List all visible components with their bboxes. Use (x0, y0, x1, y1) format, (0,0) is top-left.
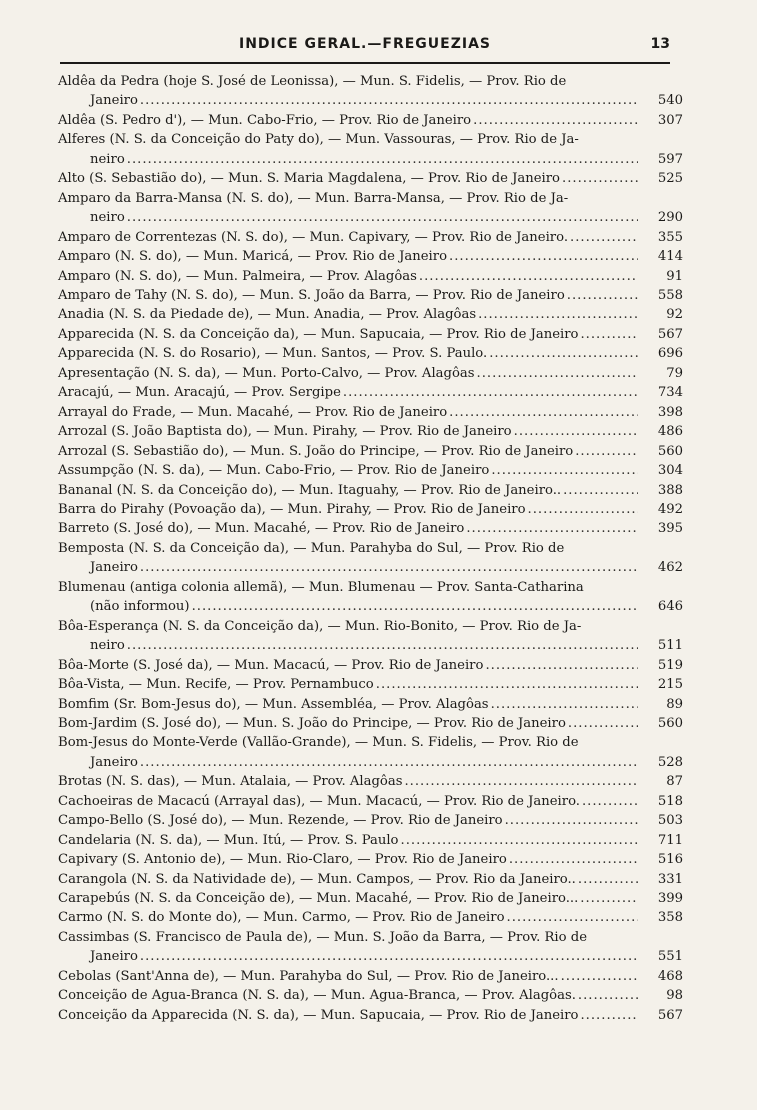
entry-text: Carmo (N. S. do Monte do), — Mun. Carmo, — Prov. Rio de Janeiro (58, 910, 505, 926)
dot-leader (491, 461, 638, 480)
entry-first-line (58, 228, 638, 247)
entry-text: Carangola (N. S. da Natividade de), — Mun. Campos, — Prov. Rio da Janeiro.. (58, 871, 576, 887)
dot-leader (478, 305, 638, 324)
entry-first-line (58, 111, 638, 130)
entry-text: Blumenau (antiga colonia allemã), — Mun. Blumenau — Prov. Santa-Catharina (58, 579, 584, 595)
entry-page-number: 468 (657, 968, 683, 984)
entry-text: Arrozal (S. João Baptista do), — Mun. Pirahy, — Prov. Rio de Janeiro (58, 424, 512, 440)
entry-page-number: 215 (657, 677, 683, 693)
entry-page-number: 525 (657, 171, 683, 187)
index-entry (58, 539, 683, 578)
entry-text: Amparo de Tahy (N. S. do), — Mun. S. João da Barra, — Prov. Rio de Janeiro (58, 287, 565, 303)
entry-first-line (58, 811, 638, 830)
index-entry (58, 383, 683, 402)
entry-continuation-line (58, 208, 638, 227)
entry-first-line (58, 481, 638, 500)
entry-page-number: 331 (657, 871, 683, 887)
entry-text: Carapebús (N. S. da Conceição de), — Mun. Macahé, — Prov. Rio de Janeiro... (58, 891, 579, 907)
dot-leader (489, 344, 638, 363)
entry-continuation-text: neiro (90, 638, 125, 654)
dot-leader (507, 908, 638, 927)
dot-leader (477, 364, 638, 383)
entry-text: Aldêa da Pedra (hoje S. José de Leonissa), — Mun. S. Fidelis, — Prov. Rio de (58, 74, 567, 89)
index-entry (58, 325, 683, 344)
index-entry (58, 578, 683, 617)
entry-page-number: 486 (657, 424, 683, 440)
entry-first-line (58, 870, 638, 889)
entry-first-line (58, 500, 638, 519)
index-entry (58, 733, 683, 772)
index-entry (58, 403, 683, 422)
dot-leader (528, 500, 638, 519)
index-entry (58, 695, 683, 714)
entry-text: Amparo (N. S. do), — Mun. Maricá, — Prov. Rio de Janeiro (58, 249, 448, 265)
page-number: 13 (650, 36, 670, 52)
entry-page-number: 696 (657, 346, 683, 362)
entry-first-line (58, 831, 638, 850)
dot-leader (491, 695, 638, 714)
entry-text: Bom-Jardim (S. José do), — Mun. S. João do Principe, — Prov. Rio de Janeiro (58, 715, 566, 731)
index-entry (58, 617, 683, 656)
dot-leader (449, 247, 638, 266)
entry-page-number: 503 (657, 813, 683, 829)
entry-first-line (58, 344, 638, 363)
entry-text: Amparo de Correntezas (N. S. do), — Mun. Capivary, — Prov. Rio de Janeiro. (58, 229, 569, 245)
entry-first-line (58, 928, 638, 947)
dot-leader (582, 792, 638, 811)
entry-first-line (58, 267, 638, 286)
entry-page-number: 711 (657, 832, 683, 848)
entry-continuation-text: (não informou) (90, 599, 190, 615)
entry-text: Anadia (N. S. da Piedade de), — Mun. Anadia, — Prov. Alagôas (58, 307, 477, 323)
dot-leader (192, 597, 638, 616)
entry-text: Bôa-Morte (S. José da), — Mun. Macacú, — Prov. Rio de Janeiro (58, 657, 484, 673)
entry-page-number: 567 (657, 1007, 683, 1023)
index-entry (58, 889, 683, 908)
entry-text: Aldêa (S. Pedro d'), — Mun. Cabo-Frio, — Prov. Rio de Janeiro (58, 112, 472, 128)
entry-text: Apparecida (N. S. da Conceição da), — Mun. Sapucaia, — Prov. Rio de Janeiro (58, 326, 579, 342)
entry-page-number: 597 (657, 151, 683, 167)
entry-text: Apparecida (N. S. do Rosario), — Mun. Santos, — Prov. S. Paulo. (58, 346, 488, 362)
entry-text: Bananal (N. S. da Conceição do), — Mun. Itaguahy, — Prov. Rio de Janeiro.. (58, 482, 562, 498)
entry-first-line (58, 1006, 638, 1025)
dot-leader (127, 636, 638, 655)
index-entry (58, 286, 683, 305)
entry-page-number: 519 (657, 657, 683, 673)
dot-leader (562, 169, 638, 188)
running-title: INDICE GERAL.—FREGUEZIAS (239, 36, 491, 52)
entry-page-number: 395 (657, 521, 683, 537)
entry-page-number: 560 (657, 715, 683, 731)
entry-first-line (58, 733, 638, 752)
entry-first-line (58, 364, 638, 383)
entry-text: Cachoeiras de Macacú (Arrayal das), — Mun. Macacú, — Prov. Rio de Janeiro. (58, 793, 580, 809)
entry-first-line (58, 675, 638, 694)
entry-page-number: 92 (666, 307, 683, 323)
index-entry (58, 908, 683, 927)
dot-leader (401, 831, 639, 850)
entry-first-line (58, 461, 638, 480)
entry-page-number: 398 (657, 404, 683, 420)
dot-leader (563, 481, 638, 500)
index-entry (58, 772, 683, 791)
entry-text: Arrozal (S. Sebastião do), — Mun. S. João do Principe, — Prov. Rio de Janeiro (58, 443, 574, 459)
entry-first-line (58, 714, 638, 733)
entry-first-line (58, 967, 638, 986)
entry-first-line (58, 325, 638, 344)
entry-page-number: 540 (657, 93, 683, 109)
dot-leader (376, 675, 638, 694)
dot-leader (570, 228, 638, 247)
entry-text: Cassimbas (S. Francisco de Paula de), — Mun. S. João da Barra, — Prov. Rio de (58, 929, 587, 945)
entry-continuation-text: neiro (90, 210, 125, 226)
entry-first-line (58, 442, 638, 461)
entry-first-line (58, 539, 638, 558)
entry-text: Bomfim (Sr. Bom-Jesus do), — Mun. Assembléa, — Prov. Alagôas (58, 696, 489, 712)
entry-first-line (58, 889, 638, 908)
entry-continuation-text: Janeiro (90, 93, 138, 109)
index-entry (58, 967, 683, 986)
entry-first-line (58, 656, 638, 675)
index-entry (58, 656, 683, 675)
entry-continuation-line (58, 636, 638, 655)
entry-continuation-line (58, 947, 638, 966)
index-entry (58, 442, 683, 461)
index-entry (58, 870, 683, 889)
entry-first-line (58, 286, 638, 305)
entry-first-line (58, 908, 638, 927)
index-list (58, 72, 683, 1025)
entry-text: Amparo (N. S. do), — Mun. Palmeira, — Prov. Alagôas (58, 268, 417, 284)
entry-page-number: 567 (657, 326, 683, 342)
dot-leader (580, 889, 638, 908)
header-rule (60, 62, 670, 64)
entry-text: Conceição de Agua-Branca (N. S. da), — Mun. Agua-Branca, — Prov. Alagôas. (58, 988, 576, 1004)
entry-text: Barra do Pirahy (Povoação da), — Mun. Pirahy, — Prov. Rio de Janeiro (58, 501, 526, 517)
entry-page-number: 358 (657, 910, 683, 926)
entry-page-number: 79 (666, 365, 683, 381)
entry-text: Brotas (N. S. das), — Mun. Atalaia, — Prov. Alagôas (58, 774, 403, 790)
index-entry (58, 481, 683, 500)
entry-page-number: 414 (657, 249, 683, 265)
entry-first-line (58, 422, 638, 441)
index-entry (58, 500, 683, 519)
entry-text: Cebolas (Sant'Anna de), — Mun. Parahyba do Sul, — Prov. Rio de Janeiro... (58, 968, 559, 984)
index-entry (58, 811, 683, 830)
dot-leader (514, 422, 638, 441)
entry-page-number: 355 (657, 229, 683, 245)
entry-page-number: 551 (657, 949, 683, 965)
entry-page-number: 511 (657, 638, 683, 654)
entry-text: Campo-Bello (S. José do), — Mun. Rezende, — Prov. Rio de Janeiro (58, 813, 503, 829)
dot-leader (561, 967, 638, 986)
entry-page-number: 304 (657, 463, 683, 479)
entry-text: Assumpção (N. S. da), — Mun. Cabo-Frio, — Prov. Rio de Janeiro (58, 463, 490, 479)
entry-page-number: 560 (657, 443, 683, 459)
dot-leader (127, 208, 638, 227)
entry-first-line (58, 383, 638, 402)
entry-page-number: 91 (666, 268, 683, 284)
dot-leader (575, 442, 638, 461)
entry-text: Barreto (S. José do), — Mun. Macahé, — Prov. Rio de Janeiro (58, 521, 465, 537)
index-entry (58, 986, 683, 1005)
index-entry (58, 675, 683, 694)
dot-leader (127, 150, 638, 169)
index-entry (58, 247, 683, 266)
index-entry (58, 519, 683, 538)
entry-text: Arrayal do Frade, — Mun. Macahé, — Prov. Rio de Janeiro (58, 404, 448, 420)
entry-text: Conceição da Apparecida (N. S. da), — Mun. Sapucaia, — Prov. Rio de Janeiro (58, 1007, 579, 1023)
dot-leader (140, 91, 638, 110)
dot-leader (578, 870, 638, 889)
entry-first-line (58, 617, 638, 636)
entry-page-number: 462 (657, 560, 683, 576)
dot-leader (140, 558, 638, 577)
entry-first-line (58, 792, 638, 811)
entry-first-line (58, 305, 638, 324)
entry-page-number: 388 (657, 482, 683, 498)
index-entry (58, 305, 683, 324)
index-entry (58, 792, 683, 811)
entry-text: Alto (S. Sebastião do), — Mun. S. Maria Magdalena, — Prov. Rio de Janeiro (58, 171, 560, 187)
dot-leader (578, 986, 638, 1005)
entry-first-line (58, 403, 638, 422)
index-entry (58, 228, 683, 247)
dot-leader (509, 850, 638, 869)
entry-text: Alferes (N. S. da Conceição do Paty do), — Mun. Vassouras, — Prov. Rio de Ja- (58, 132, 579, 148)
entry-continuation-line (58, 753, 638, 772)
entry-page-number: 646 (657, 599, 683, 615)
entry-continuation-text: Janeiro (90, 754, 138, 770)
entry-first-line (58, 850, 638, 869)
entry-first-line (58, 695, 638, 714)
dot-leader (449, 403, 638, 422)
index-entry (58, 130, 683, 169)
entry-page-number: 87 (666, 774, 683, 790)
dot-leader (567, 286, 638, 305)
page-header (60, 36, 670, 58)
entry-page-number: 307 (657, 112, 683, 128)
entry-page-number: 734 (657, 385, 683, 401)
index-entry (58, 422, 683, 441)
index-entry (58, 189, 683, 228)
entry-page-number: 290 (657, 210, 683, 226)
entry-first-line (58, 169, 638, 188)
entry-page-number: 528 (657, 754, 683, 770)
entry-page-number: 399 (657, 891, 683, 907)
dot-leader (580, 1006, 638, 1025)
entry-continuation-line (58, 91, 638, 110)
entry-continuation-line (58, 150, 638, 169)
index-entry (58, 364, 683, 383)
dot-leader (505, 811, 638, 830)
index-entry (58, 461, 683, 480)
entry-first-line (58, 189, 638, 208)
dot-leader (485, 656, 638, 675)
dot-leader (580, 325, 638, 344)
entry-text: Bom-Jesus do Monte-Verde (Vallão-Grande), — Mun. S. Fidelis, — Prov. Rio de (58, 735, 579, 751)
entry-page-number: 558 (657, 287, 683, 303)
entry-text: Bemposta (N. S. da Conceição da), — Mun. Parahyba do Sul, — Prov. Rio de (58, 540, 565, 556)
entry-text: Bôa-Vista, — Mun. Recife, — Prov. Pernambuco (58, 677, 374, 693)
entry-continuation-text: Janeiro (90, 949, 138, 965)
index-entry (58, 831, 683, 850)
entry-continuation-text: Janeiro (90, 560, 138, 576)
index-entry (58, 344, 683, 363)
entry-continuation-text: neiro (90, 151, 125, 167)
index-entry (58, 714, 683, 733)
entry-first-line (58, 130, 638, 149)
entry-page-number: 518 (657, 793, 683, 809)
entry-first-line (58, 578, 638, 597)
entry-text: Apresentação (N. S. da), — Mun. Porto-Calvo, — Prov. Alagôas (58, 365, 475, 381)
dot-leader (404, 772, 638, 791)
entry-text: Aracajú, — Mun. Aracajú, — Prov. Sergipe (58, 385, 341, 401)
entry-first-line (58, 519, 638, 538)
index-entry (58, 267, 683, 286)
index-entry (58, 928, 683, 967)
entry-continuation-line (58, 597, 638, 616)
dot-leader (466, 519, 638, 538)
entry-first-line (58, 986, 638, 1005)
entry-first-line (58, 772, 638, 791)
entry-text: Candelaria (N. S. da), — Mun. Itú, — Prov. S. Paulo (58, 832, 399, 848)
index-entry (58, 111, 683, 130)
entry-page-number: 516 (657, 852, 683, 868)
index-entry (58, 72, 683, 111)
entry-text: Capivary (S. Antonio de), — Mun. Rio-Claro, — Prov. Rio de Janeiro (58, 852, 507, 868)
index-entry (58, 1006, 683, 1025)
entry-continuation-line (58, 558, 638, 577)
dot-leader (568, 714, 638, 733)
entry-page-number: 98 (666, 988, 683, 1004)
dot-leader (473, 111, 638, 130)
entry-text: Bôa-Esperança (N. S. da Conceição da), — Mun. Rio-Bonito, — Prov. Rio de Ja- (58, 618, 582, 634)
dot-leader (140, 947, 638, 966)
entry-first-line (58, 247, 638, 266)
entry-page-number: 89 (666, 696, 683, 712)
entry-first-line (58, 72, 638, 91)
dot-leader (343, 383, 638, 402)
index-entry (58, 850, 683, 869)
dot-leader (140, 753, 638, 772)
entry-page-number: 492 (657, 501, 683, 517)
index-entry (58, 169, 683, 188)
dot-leader (419, 267, 638, 286)
entry-text: Amparo da Barra-Mansa (N. S. do), — Mun. Barra-Mansa, — Prov. Rio de Ja- (58, 190, 569, 206)
